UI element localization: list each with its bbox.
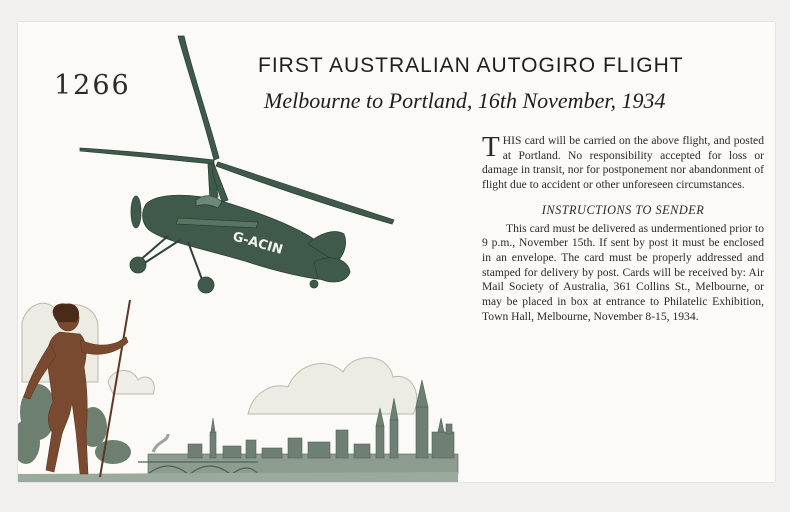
serial-number: 1266 [54, 70, 131, 101]
card-text [482, 131, 764, 324]
instructions-heading: INSTRUCTIONS TO SENDER [541, 202, 705, 217]
aircraft-registration: G-ACIN [230, 229, 285, 259]
card-title: FIRST AUSTRALIAN AUTOGIRO FLIGHT [258, 54, 684, 77]
notice-text: HIS card will be carried on the above flight, and posted at Portland. No responsibility accepted for loss or damage in transit, nor for postponement nor abandonment of flight due to accident or other unforeseen circumstances. [482, 134, 764, 192]
notice-paragraph [482, 131, 764, 193]
postcard [18, 22, 775, 482]
rotor-blade [178, 36, 219, 160]
drop-cap: T [482, 131, 500, 163]
card-subtitle: Melbourne to Portland, 16th November, 1934 [264, 88, 666, 113]
instructions-text: This card must be delivered as undermentioned prior to 9 p.m., November 15th. If sent by post it must be enclosed in an envelope. The card must be properly addressed and stamped for delivery by post. Cards will be received by: Air Mail Society of Australia, 361 Collins St., Melbourne, or may be placed in box at entrance to Philatelic Exhibition, Town Hall, Melbourne, November 8-15, 1934. [482, 221, 764, 323]
